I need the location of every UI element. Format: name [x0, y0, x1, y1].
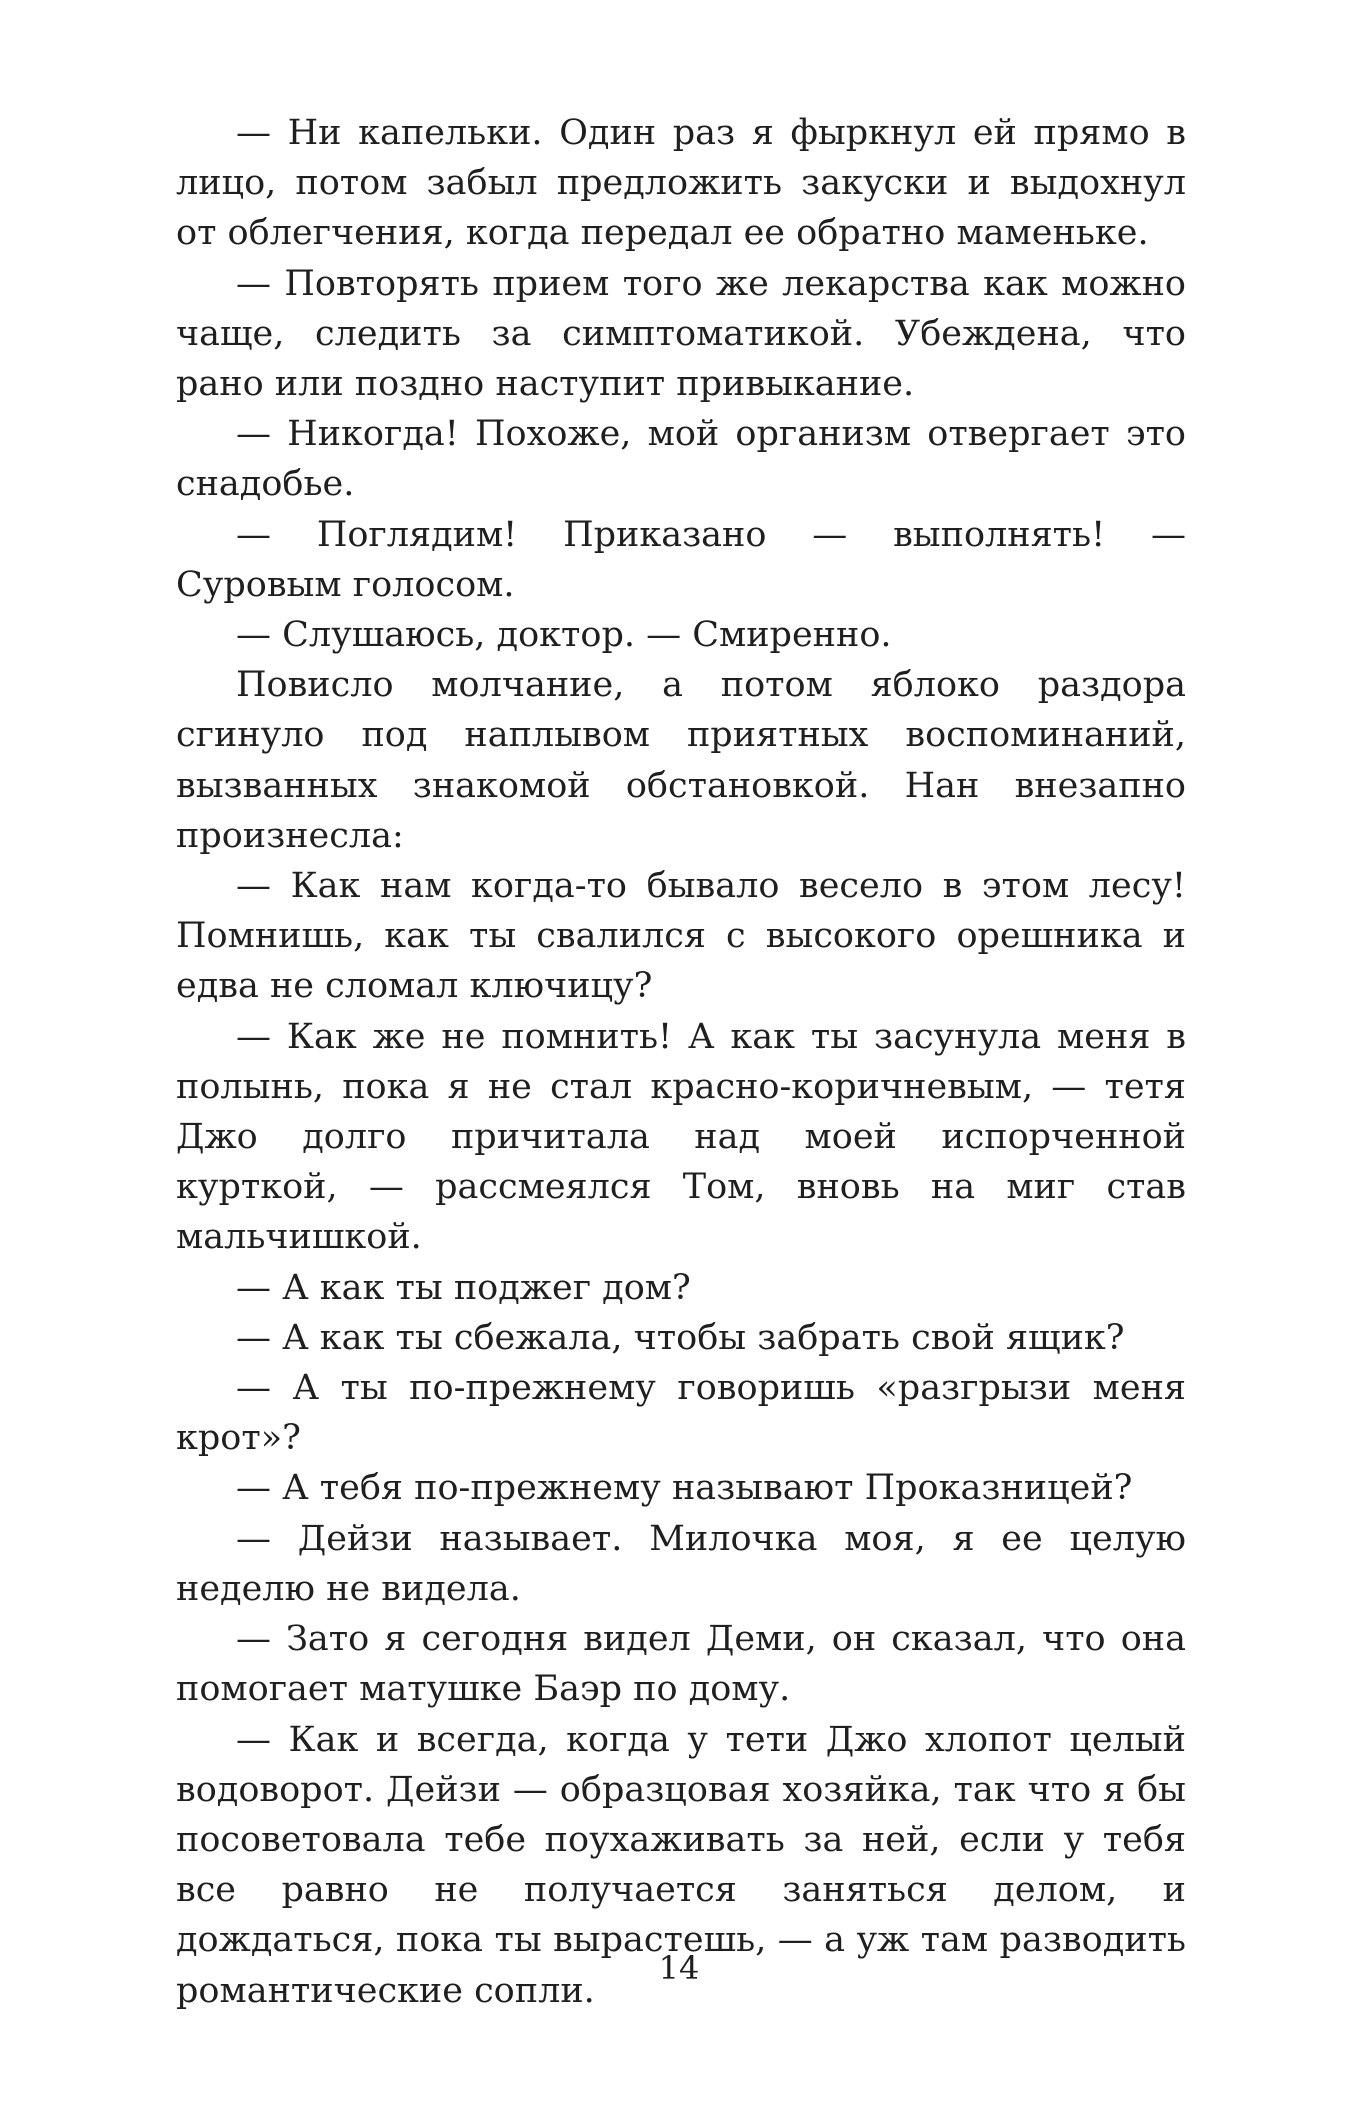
paragraph-3: — Никогда! Похоже, мой организм отвергает это снадобье.: [176, 414, 1186, 505]
paragraph-15: — Как и всегда, когда у тети Джо хлопот целый водоворот. Дейзи — образцовая хозяйка, так что я бы посоветовала тебе поухаживать за ней, если у тебя все равно не получается заняться делом, и дождаться, пока ты вырастешь, — а уж там разводить романтические сопли.: [176, 1719, 1186, 2011]
paragraph-2: — Повторять прием того же лекарства как можно чаще, следить за симптоматикой. Убеждена, что рано или поздно наступит привыкание.: [176, 263, 1186, 405]
paragraph-8: — Как же не помнить! А как ты засунула меня в полынь, пока я не стал красно-коричневым, — тетя Джо долго причитала над моей испорченной курткой, — рассмеялся Том, вновь на миг став мальчишкой.: [176, 1016, 1186, 1258]
paragraph-9: — А как ты поджег дом?: [236, 1267, 691, 1308]
paragraph-11: — А ты по-прежнему говоришь «разгрызи меня крот»?: [176, 1368, 1186, 1459]
paragraph-14: — Зато я сегодня видел Деми, он сказал, что она помогает матушке Баэр по дому.: [176, 1619, 1186, 1710]
paragraph-6: Повисло молчание, а потом яблоко раздора сгинуло под наплывом приятных воспоминаний, вызванных знакомой обстановкой. Нан внезапно произнесла:: [176, 665, 1186, 856]
paragraph-4: — Поглядим! Приказано — выполнять! — Суровым голосом.: [176, 514, 1186, 605]
page-body: [176, 108, 1186, 2016]
paragraph-10: — А как ты сбежала, чтобы забрать свой ящик?: [236, 1317, 1125, 1358]
paragraph-7: — Как нам когда-то бывало весело в этом лесу! Помнишь, как ты свалился с высокого орешника и едва не сломал ключицу?: [176, 866, 1186, 1007]
paragraph-1: — Ни капельки. Один раз я фыркнул ей прямо в лицо, потом забыл предложить закуски и выдохнул от облегчения, когда передал ее обратно маменьке.: [176, 113, 1186, 254]
paragraph-5: — Слушаюсь, доктор. — Смиренно.: [236, 615, 892, 656]
paragraph-13: — Дейзи называет. Милочка моя, я ее целую неделю не видела.: [176, 1518, 1186, 1609]
paragraph-12: — А тебя по-прежнему называют Проказницей?: [236, 1468, 1133, 1509]
page-number: 14: [658, 1949, 700, 1987]
